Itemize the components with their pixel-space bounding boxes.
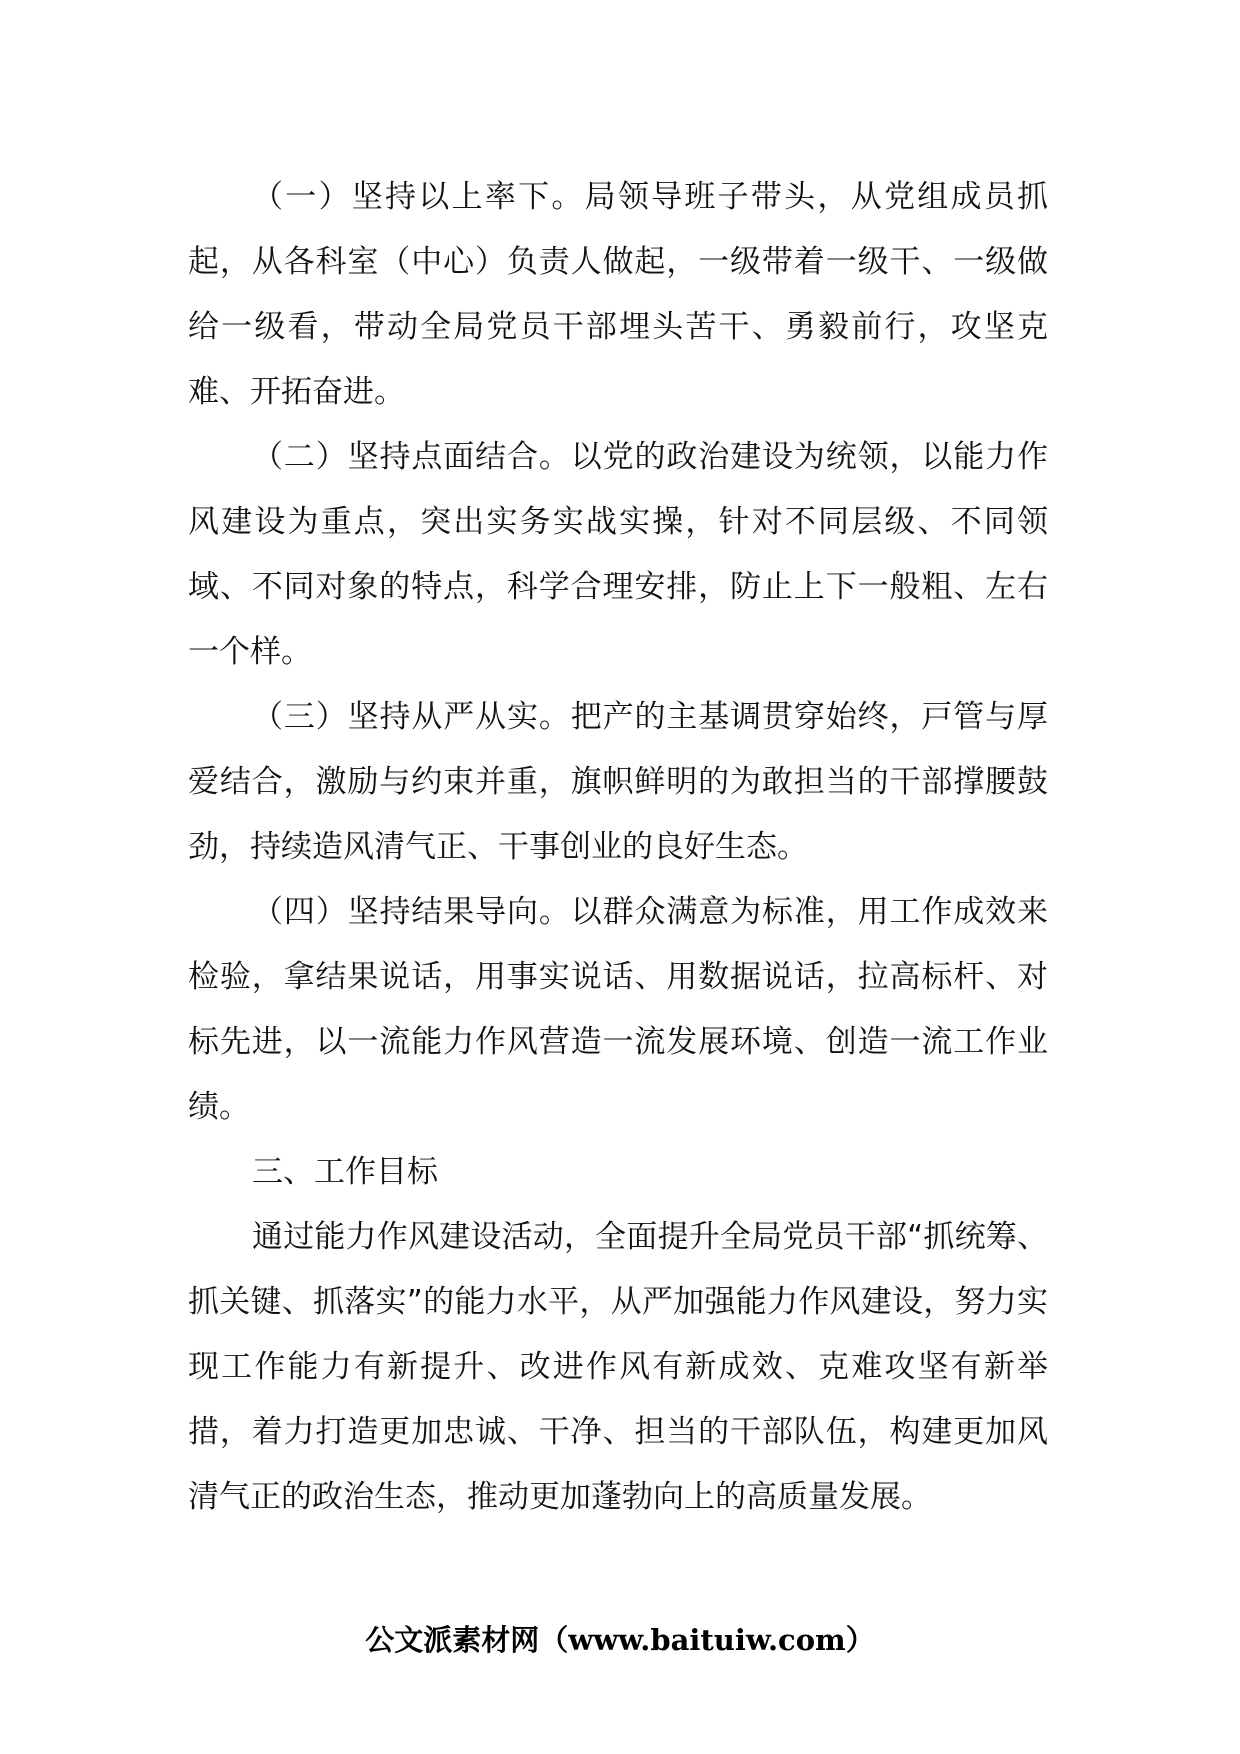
paragraph-principle-2: （二）坚持点面结合。以党的政治建设为统领，以能力作风建设为重点，突出实务实战实操，针对不同层级、不同领域、不同对象的特点，科学合理安排，防止上下一般粗、左右一个样。 bbox=[188, 439, 1048, 670]
document-body bbox=[188, 165, 1048, 1530]
paragraph-principle-3: （三）坚持从严从实。把产的主基调贯穿始终，戸管与厚爱结合，激励与约束并重，旗帜鲜明的为敢担当的干部撑腰鼓劲，持续造风清气正、干事创业的良好生态。 bbox=[188, 699, 1048, 865]
section-heading: 三、工作目标 bbox=[252, 1154, 438, 1190]
footer-watermark-text: 公文派素材网（www.baituiw.com） bbox=[365, 1623, 875, 1657]
paragraph-goal: 通过能力作风建设活动，全面提升全局党员干部“抓统筹、抓关键、抓落实”的能力水平，从严加强能力作风建设，努力实现工作能力有新提升、改进作风有新成效、克难攻坚有新举措，着力打造更加忠诚、干净、担当的干部队伍，构建更加风清气正的政治生态，推动更加蓬勃向上的高质量发展。 bbox=[188, 1219, 1048, 1515]
paragraph-principle-4: （四）坚持结果导向。以群众满意为标准，用工作成效来检验，拿结果说话，用事实说话、用数据说话，拉高标杆、对标先进，以一流能力作风营造一流发展环境、创造一流工作业绩。 bbox=[188, 894, 1048, 1125]
paragraph-principle-1: （一）坚持以上率下。局领导班子带头，从党组成员抓起，从各科室（中心）负责人做起，一级带着一级干、一级做给一级看，带动全局党员干部埋头苦干、勇毅前行，攻坚克难、开拓奋进。 bbox=[188, 179, 1048, 410]
